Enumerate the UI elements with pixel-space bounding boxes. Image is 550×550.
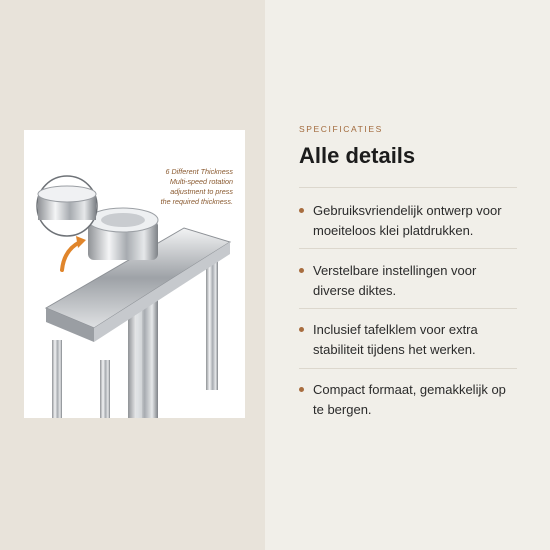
- feature-item: Verstelbare instellingen voor diverse diktes.: [299, 261, 519, 301]
- section-eyebrow: SPECIFICATIES: [299, 124, 383, 134]
- feature-item: Inclusief tafelklem voor extra stabiliteit tijdens het werken.: [299, 320, 519, 360]
- bullet-icon: [299, 208, 304, 213]
- divider: [299, 187, 517, 188]
- divider: [299, 308, 517, 309]
- feature-item: Compact formaat, gemakkelijk op te bergen.: [299, 380, 519, 420]
- specs-panel: [265, 0, 550, 550]
- divider: [299, 368, 517, 369]
- feature-item: Gebruiksvriendelijk ontwerp voor moeiteloos klei platdrukken.: [299, 201, 519, 241]
- bullet-icon: [299, 268, 304, 273]
- thickness-annotation: 6 Different Thickness Multi-speed rotation adjustment to press the required thickness.: [160, 167, 233, 206]
- bullet-icon: [299, 387, 304, 392]
- section-title: Alle details: [299, 143, 416, 168]
- divider: [299, 248, 517, 249]
- product-photo: [24, 130, 245, 418]
- bullet-icon: [299, 327, 304, 332]
- left-panel: [0, 0, 265, 550]
